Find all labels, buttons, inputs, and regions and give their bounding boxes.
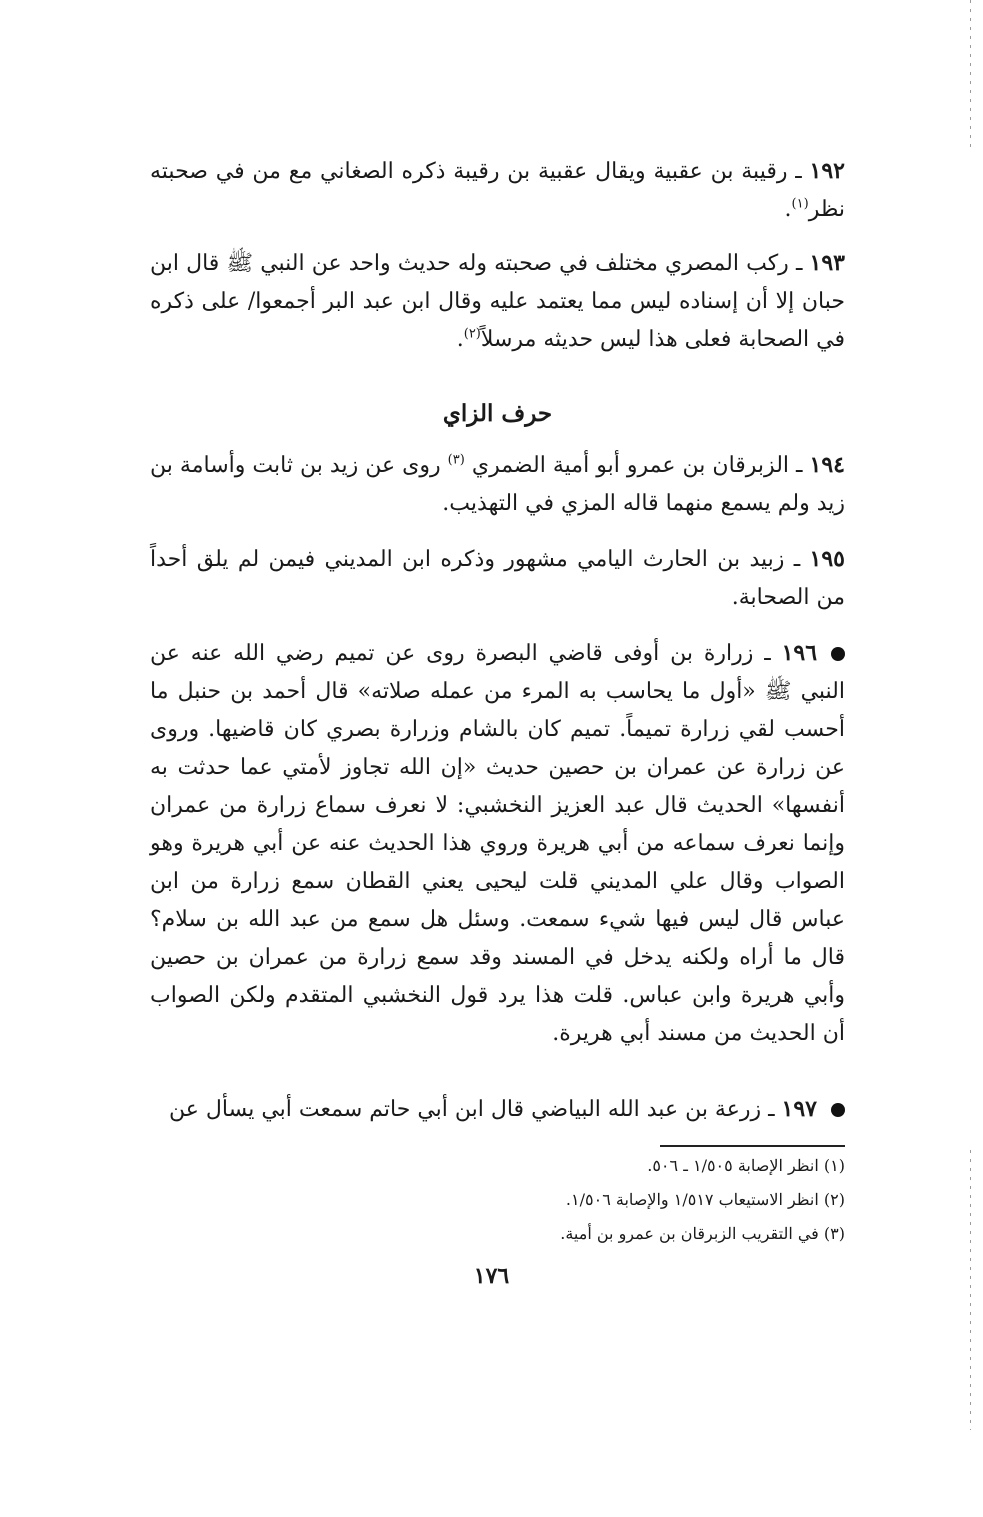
bullet-icon <box>831 1103 845 1117</box>
entry-194 <box>150 446 845 523</box>
entry-number: ١٩٤ <box>809 452 845 478</box>
entry-text: ـ رقيبة بن عقبية ويقال عقبية بن رقيبة ذكره الصغاني مع من في صحبته نظر <box>150 159 845 222</box>
page-number: ١٧٦ <box>473 1263 510 1289</box>
entry-195 <box>150 540 845 617</box>
entry-text: ـ زرارة بن أوفى قاضي البصرة روى عن تميم رضي الله عنه عن النبي ﷺ «أول ما يحاسب به المرء من عمله صلاته» قال أحمد بن حنبل ما أحسب لقي زرارة تميماً. تميم كان بالشام وزرارة بصري كان قاضيها. وروى عن زرارة عن عمران بن حصين حديث «إن الله تجاوز لأمتي عما حدثت به أنفسها» الحديث قال عبد العزيز النخشبي: لا نعرف سماع زرارة من عمران وإنما نعرف سماعه من أبي هريرة وروي هذا الحديث عنه عن أبي هريرة وهو الصواب وقال علي المديني قلت ليحيى يعني القطان سمع زرارة من ابن عباس قال ليس فيها شيء سمعت. وسئل هل سمع من عبد الله بن سلام؟ قال ما أراه ولكنه يدخل في المسند وقد سمع زرارة من عمران بن حصين وأبي هريرة وابن عباس. قلت هذا يرد قول النخشبي المتقدم ولكن الصواب أن الحديث من مسند أبي هريرة. <box>150 641 845 1046</box>
scan-edge-mark <box>970 0 971 150</box>
footnote-3: (٣) في التقريب الزبرقان بن عمرو بن أمية. <box>560 1224 845 1243</box>
section-heading: حرف الزاي <box>442 400 553 427</box>
entry-text: ـ الزبرقان بن عمرو أبو أمية الضمري <box>471 453 803 478</box>
bullet-icon <box>831 647 845 661</box>
entry-number: ١٩٣ <box>809 250 845 276</box>
footnote-ref[interactable]: (١) <box>791 196 809 212</box>
entry-text: ـ ركب المصري مختلف في صحبته وله حديث واحد عن النبي ﷺ قال ابن حبان إلا أن إسناده ليس مما يعتمد عليه وقال ابن عبد البر أجمعوا/ على ذكره في الصحابة فعلى هذا ليس حديثه مرسلاً <box>150 251 845 352</box>
entry-number: ١٩٢ <box>809 158 845 184</box>
footnotes <box>500 1149 845 1251</box>
entry-number: ١٩٥ <box>809 546 845 572</box>
entry-197 <box>150 1090 845 1129</box>
entry-number: ١٩٦ <box>781 640 818 666</box>
entry-text: ـ زرعة بن عبد الله البياضي قال ابن أبي حاتم سمعت أبي يسأل عن <box>169 1097 775 1122</box>
footnote-ref[interactable]: (٣) <box>447 452 465 468</box>
entry-193: ١٩٣ ـ ركب المصري مختلف في صحبته وله حديث واحد عن النبي ﷺ قال ابن حبان إلا أن إسناده ليس مما يعتمد عليه وقال ابن عبد البر أجمعوا/ على ذكره في الصحابة فعلى هذا ليس حديثه مرسلاً$^{(٢)}$. <box>150 250 845 352</box>
entry-number: ١٩٧ <box>781 1096 817 1122</box>
entry-text: روى عن زيد بن ثابت وأسامة بن زيد ولم يسمع منهما قاله المزي في التهذيب. <box>150 453 845 516</box>
scan-edge-mark <box>970 1150 971 1430</box>
entry-192: ١٩٢ ـ رقيبة بن عقبية ويقال عقبية بن رقيبة ذكره الصغاني مع من في صحبته نظر$^{(١)}$. <box>150 158 845 222</box>
footnote-separator <box>660 1145 845 1147</box>
entry-196 <box>150 634 845 1053</box>
footnote-1: (١) انظر الإصابة ١/٥٠٥ ـ ٥٠٦. <box>647 1156 845 1175</box>
footnote-2: (٢) انظر الاستيعاب ١/٥١٧ والإصابة ١/٥٠٦. <box>565 1190 845 1209</box>
entry-text: ـ زبيد بن الحارث اليامي مشهور وذكره ابن المديني فيمن لم يلق أحداً من الصحابة. <box>150 547 845 610</box>
footnote-ref[interactable]: (٢) <box>463 326 481 342</box>
